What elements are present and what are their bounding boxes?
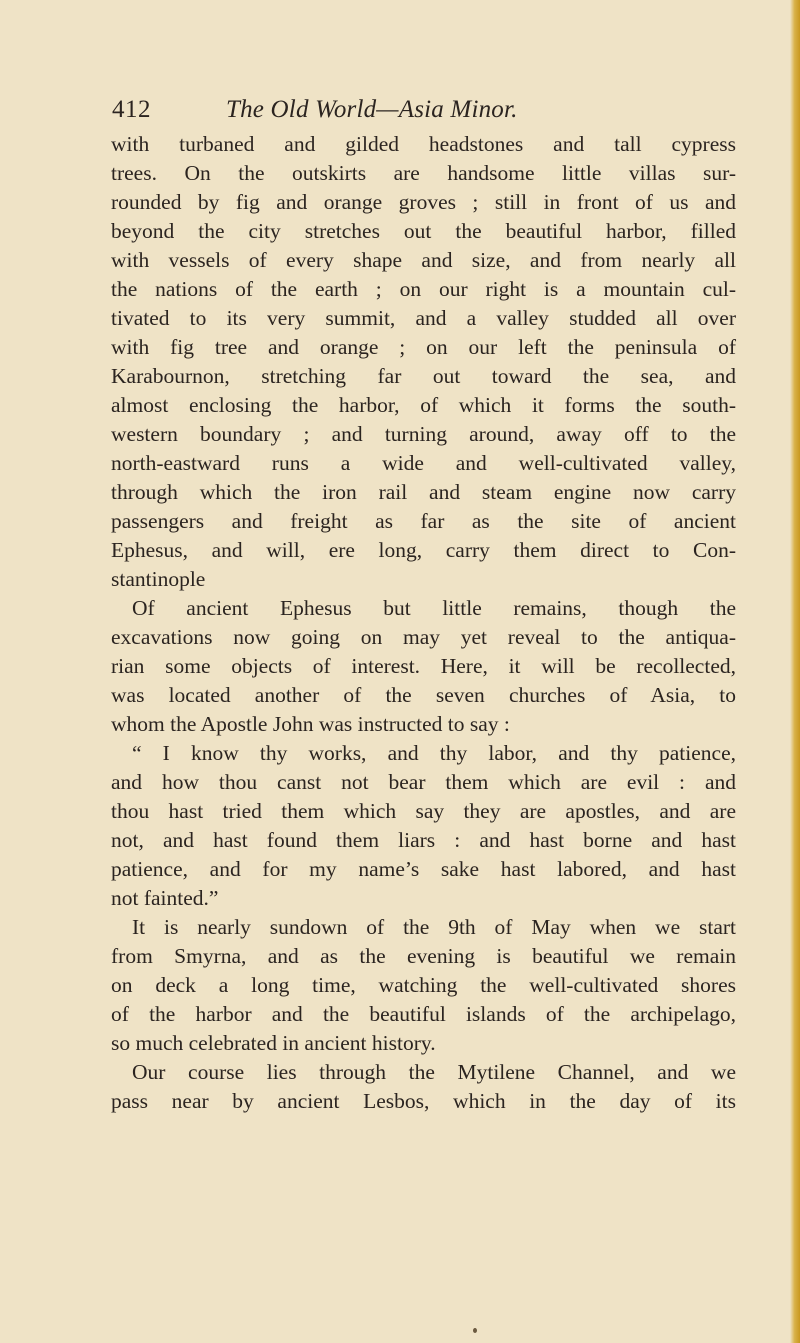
text-line: from Smyrna, and as the evening is beautiful we remain <box>111 944 736 968</box>
text-line: “ I know thy works, and thy labor, and thy patience, <box>132 741 736 765</box>
text-line: Ephesus, and will, ere long, carry them direct to Con- <box>111 538 736 562</box>
text-line: not, and hast found them liars : and hast borne and hast <box>111 828 736 852</box>
text-line: thou hast tried them which say they are apostles, and are <box>111 799 736 823</box>
text-line: with turbaned and gilded headstones and tall cypress <box>111 132 736 156</box>
paper-speck <box>473 1328 477 1333</box>
text-line: on deck a long time, watching the well-cultivated shores <box>111 973 736 997</box>
running-header <box>112 96 732 130</box>
text-line: so much celebrated in ancient history. <box>111 1031 436 1055</box>
text-line: of the harbor and the beautiful islands of the archipelago, <box>111 1002 736 1026</box>
page-number: 412 <box>112 96 151 123</box>
text-line: pass near by ancient Lesbos, which in the day of its <box>111 1089 736 1113</box>
text-line: with vessels of every shape and size, and from nearly all <box>111 248 736 272</box>
text-line: stantinople <box>111 567 206 591</box>
text-line: and how thou canst not bear them which are evil : and <box>111 770 736 794</box>
text-line: rounded by fig and orange groves ; still in front of us and <box>111 190 736 214</box>
text-line: It is nearly sundown of the 9th of May when we start <box>132 915 736 939</box>
text-line: the nations of the earth ; on our right is a mountain cul- <box>111 277 736 301</box>
body-text <box>111 130 736 1116</box>
text-line: not fainted.” <box>111 886 219 910</box>
text-line: patience, and for my name’s sake hast labored, and hast <box>111 857 736 881</box>
text-line: Karabournon, stretching far out toward the sea, and <box>111 364 736 388</box>
text-line: through which the iron rail and steam engine now carry <box>111 480 736 504</box>
text-line: tivated to its very summit, and a valley studded all over <box>111 306 736 330</box>
text-line: excavations now going on may yet reveal to the antiqua- <box>111 625 736 649</box>
page-edge-gilding <box>790 0 800 1343</box>
text-line: rian some objects of interest. Here, it will be recollected, <box>111 654 736 678</box>
running-title: The Old World—Asia Minor. <box>226 96 518 123</box>
text-line: almost enclosing the harbor, of which it forms the south- <box>111 393 736 417</box>
text-line: with fig tree and orange ; on our left the peninsula of <box>111 335 736 359</box>
text-line: whom the Apostle John was instructed to say : <box>111 712 510 736</box>
text-line: Our course lies through the Mytilene Channel, and we <box>132 1060 736 1084</box>
text-line: western boundary ; and turning around, away off to the <box>111 422 736 446</box>
text-line: was located another of the seven churches of Asia, to <box>111 683 736 707</box>
text-line: beyond the city stretches out the beautiful harbor, filled <box>111 219 736 243</box>
text-line: trees. On the outskirts are handsome little villas sur- <box>111 161 736 185</box>
text-line: north-eastward runs a wide and well-cultivated valley, <box>111 451 736 475</box>
text-line: passengers and freight as far as the site of ancient <box>111 509 736 533</box>
text-line: Of ancient Ephesus but little remains, though the <box>132 596 736 620</box>
